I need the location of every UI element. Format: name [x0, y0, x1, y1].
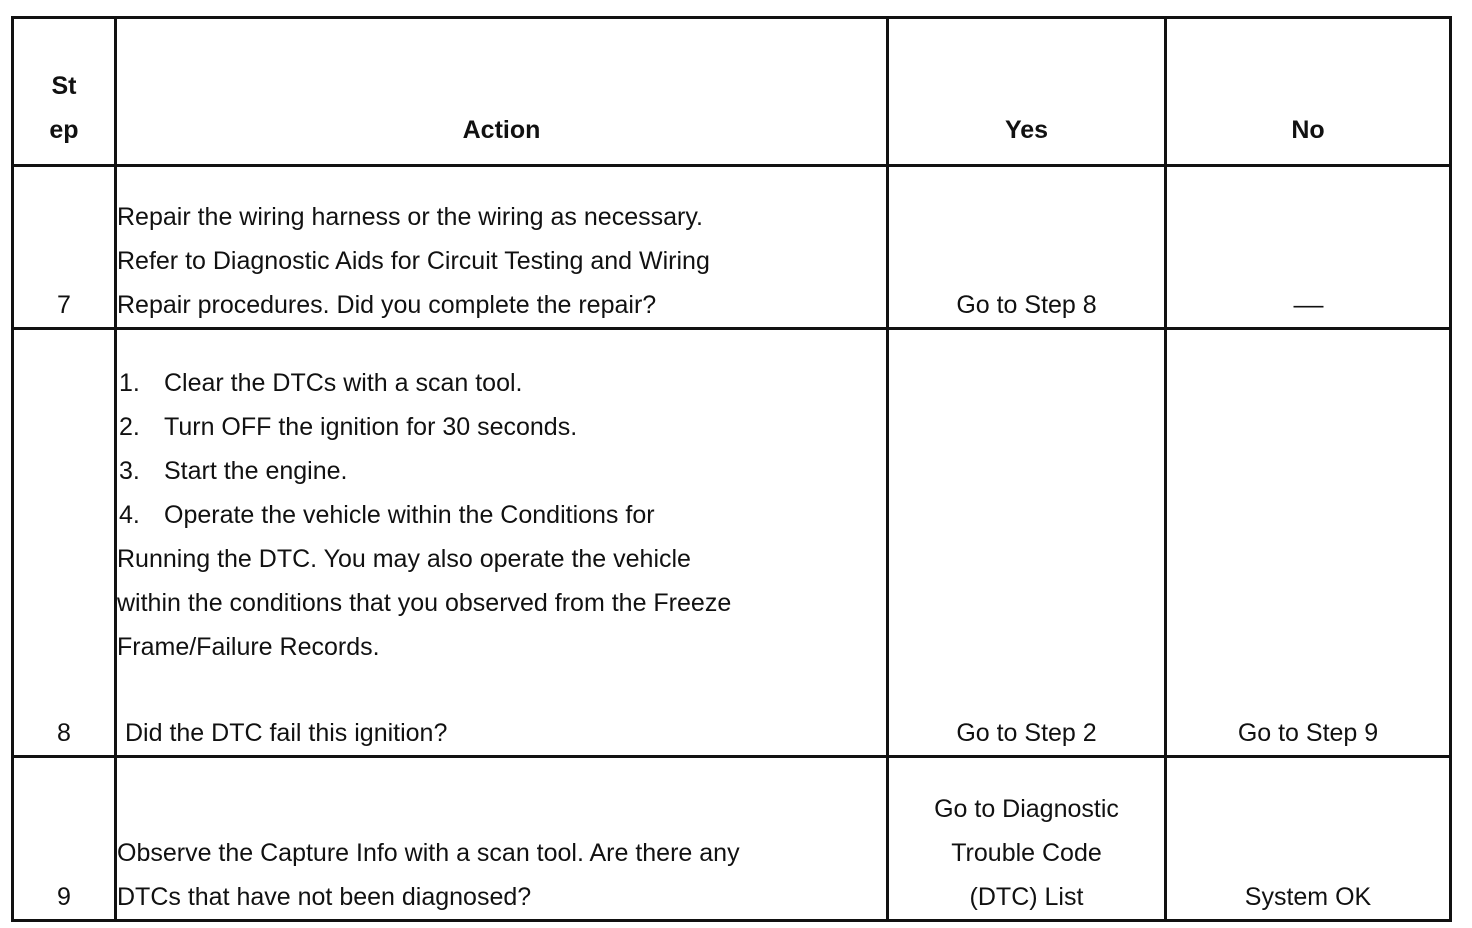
- yes-line: Trouble Code: [951, 839, 1102, 867]
- action-line: Observe the Capture Info with a scan tool. Are there any: [117, 839, 740, 867]
- table-row-step-7: [13, 166, 1451, 329]
- action-line: Frame/Failure Records.: [117, 633, 380, 661]
- list-item: [117, 361, 886, 405]
- yes-cell: [888, 757, 1166, 921]
- yes-line: Go to Diagnostic: [934, 795, 1119, 823]
- action-line: Running the DTC. You may also operate the vehicle: [117, 545, 691, 573]
- list-text: Operate the vehicle within the Conditions for: [164, 501, 655, 529]
- step-number: 9: [13, 757, 116, 921]
- action-question: Did the DTC fail this ignition?: [125, 719, 448, 747]
- action-cell: [116, 166, 888, 329]
- no-dash: —: [1293, 291, 1323, 319]
- header-row: [13, 18, 1451, 166]
- action-line: Refer to Diagnostic Aids for Circuit Testing and Wiring: [117, 247, 710, 275]
- header-no: No: [1166, 18, 1451, 166]
- table-row-step-9: [13, 757, 1451, 921]
- no-cell: Go to Step 9: [1166, 329, 1451, 757]
- list-item: [117, 493, 886, 537]
- yes-line: (DTC) List: [969, 883, 1084, 911]
- yes-cell: Go to Step 8: [888, 166, 1166, 329]
- action-line: Repair the wiring harness or the wiring as necessary.: [117, 203, 703, 231]
- header-step-line2: ep: [49, 116, 79, 144]
- action-cell: [116, 329, 888, 757]
- action-cell: [116, 757, 888, 921]
- yes-cell: Go to Step 2: [888, 329, 1166, 757]
- action-line: Repair procedures. Did you complete the repair?: [117, 291, 657, 319]
- action-line: within the conditions that you observed from the Freeze: [117, 589, 732, 617]
- table-row-step-8: [13, 329, 1451, 757]
- header-yes: Yes: [888, 18, 1166, 166]
- list-number: 2.: [119, 413, 140, 441]
- list-text: Clear the DTCs with a scan tool.: [164, 369, 523, 397]
- step-number: 7: [13, 166, 116, 329]
- list-text: Turn OFF the ignition for 30 seconds.: [164, 413, 578, 441]
- list-number: 1.: [119, 369, 140, 397]
- list-number: 3.: [119, 457, 140, 485]
- no-cell: System OK: [1166, 757, 1451, 921]
- list-number: 4.: [119, 501, 140, 529]
- header-step-line1: St: [51, 72, 77, 100]
- step-number: 8: [13, 329, 116, 757]
- header-action: Action: [116, 18, 888, 166]
- list-item: [117, 405, 886, 449]
- list-text: Start the engine.: [164, 457, 348, 485]
- header-step: [13, 18, 116, 166]
- list-item: [117, 449, 886, 493]
- action-line: DTCs that have not been diagnosed?: [117, 883, 532, 911]
- no-cell: [1166, 166, 1451, 329]
- diagnostic-table: [11, 16, 1452, 922]
